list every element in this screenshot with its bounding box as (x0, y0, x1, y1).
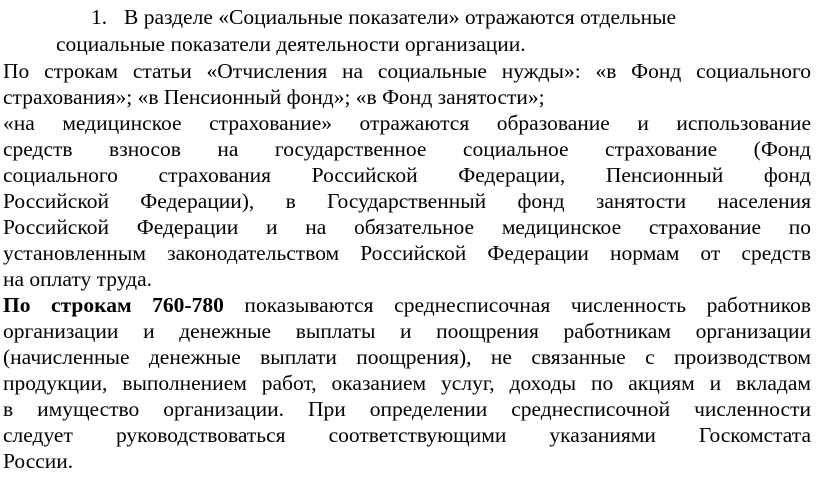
document-page (3, 4, 811, 474)
text-line: в имущество организации. При определении среднесписочной численности (3, 397, 811, 421)
text-line: страхования»; «в Пенсионный фонд»; «в Фонд занятости»; (3, 85, 545, 109)
list-number: 1. (91, 5, 108, 29)
text-line: установленным законодательством Российской Федерации нормам от средств (3, 241, 811, 265)
text-line: (начисленные денежные выплати поощрения), не связанные с производством (3, 345, 811, 369)
text-line: средств взносов на государственное социальное страхование (Фонд (3, 137, 811, 161)
list-item-line-2: социальные показатели деятельности организации. (56, 32, 526, 56)
text-line: Российской Федерации и на обязательное медицинское страхование по (3, 215, 811, 239)
text-line: По строкам статьи «Отчисления на социальные нужды»: «в Фонд социального (3, 59, 811, 83)
paragraph-lines-760-780 (3, 292, 811, 474)
text-line: России. (3, 449, 74, 473)
numbered-list-item (56, 4, 811, 58)
text-line: организации и денежные выплаты и поощрения работникам организации (3, 319, 811, 343)
text-fragment: показываются среднесписочная численность работников (223, 293, 811, 317)
text-line: «на медицинское страхование» отражаются образование и использование (3, 111, 811, 135)
list-item-text-1: В разделе «Социальные показатели» отражаются отдельные (124, 5, 677, 29)
paragraph-social-contributions (3, 58, 811, 292)
list-item-line-1 (56, 4, 811, 31)
text-line (3, 292, 811, 318)
text-line: Российской Федерации), в Государственный фонд занятости населения (3, 189, 811, 213)
bold-lead-text: По строкам 760-780 (3, 293, 224, 317)
text-line: на оплату труда. (3, 267, 153, 291)
text-line: социального страхования Российской Федерации, Пенсионный фонд (3, 163, 811, 187)
text-line: продукции, выполнением работ, оказанием услуг, доходы по акциям и вкладам (3, 371, 811, 395)
text-line: следует руководствоваться соответствующими указаниями Госкомстата (3, 423, 811, 447)
